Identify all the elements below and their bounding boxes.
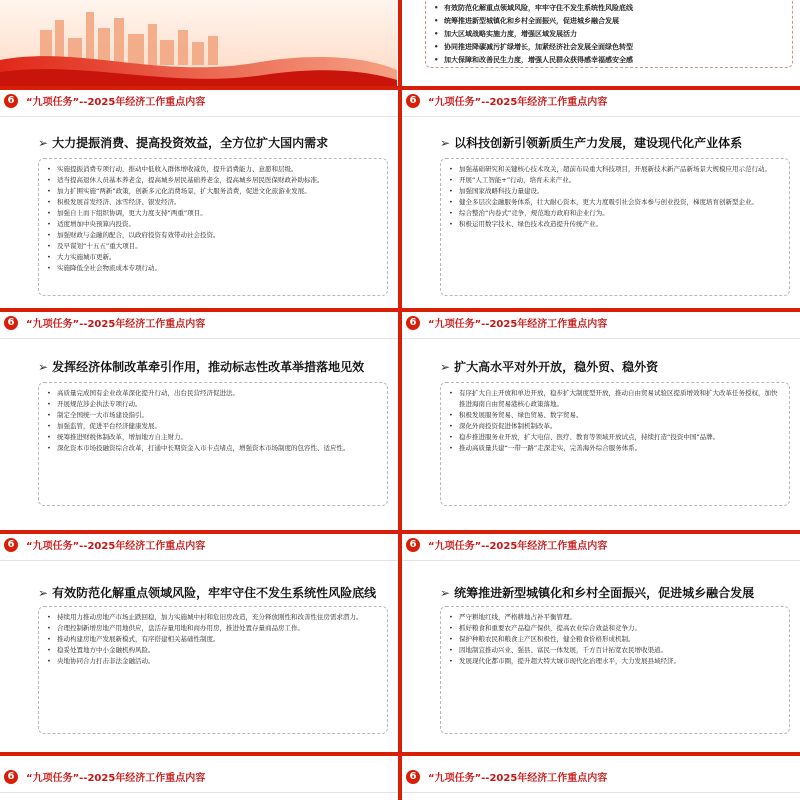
header-underline: [0, 792, 398, 793]
panel-title: [440, 134, 742, 151]
arrow-icon: ➢: [38, 136, 49, 150]
list-item: • 统筹推进财税体制改革，增加地方自主财力。: [47, 432, 379, 443]
section-number: 6: [4, 94, 18, 108]
panel-header: [0, 534, 398, 560]
list-item: • 稳步推进服务业开放，扩大电信、医疗、教育等领域开放试点，持续打造“投资中国”品牌。: [449, 432, 781, 443]
header-title: “九项任务”--2025年经济工作重点内容: [26, 773, 206, 784]
summary-item: • 协同推进降碳减污扩绿增长，加紧经济社会发展全面绿色转型: [434, 41, 784, 54]
panel-title-text: 发挥经济体制改革牵引作用，推动标志性改革举措落地见效: [52, 360, 365, 374]
panel-header: [402, 312, 800, 338]
summary-item: • 加大保障和改善民生力度，增强人民群众获得感幸福感安全感: [434, 54, 784, 67]
panel-title-text: 大力提振消费、提高投资效益，全方位扩大国内需求: [52, 136, 329, 150]
header-title: “九项任务”--2025年经济工作重点内容: [26, 319, 206, 330]
arrow-icon: ➢: [38, 360, 49, 374]
list-item: • 合理控制新增房地产用地供应，盘活存量用地和商办用房，推进处置存量商品房工作。: [47, 623, 379, 634]
arrow-icon: ➢: [440, 360, 451, 374]
section-number: 6: [4, 538, 18, 552]
panel-bottom-right-partial: [402, 756, 800, 800]
list-item: • 推动构建房地产发展新模式，有序搭建相关基础性制度。: [47, 634, 379, 645]
section-number: 6: [4, 316, 18, 330]
list-item: • 积极发展服务贸易、绿色贸易、数字贸易。: [449, 410, 781, 421]
section-number: 6: [4, 770, 18, 784]
panel-title-text: 统筹推进新型城镇化和乡村全面振兴，促进城乡融合发展: [454, 586, 755, 600]
list-item: • 发展现代化都市圈，提升超大特大城市现代化治理水平，大力发展县域经济。: [449, 656, 781, 667]
section-number: 6: [406, 770, 420, 784]
list-item: • 综合整治“内卷式”竞争，规范地方政府和企业行为。: [449, 208, 781, 219]
header-title: “九项任务”--2025年经济工作重点内容: [26, 97, 206, 108]
list-item: • 大力实施城市更新。: [47, 252, 379, 263]
list-item: • 加强财政与金融的配合，以政府投资有效带动社会投资。: [47, 230, 379, 241]
list-item: • 适当提高退休人员基本养老金，提高城乡居民基础养老金，提高城乡居民医保财政补助标准。: [47, 175, 379, 186]
list-item: • 及早谋划“十五五”重大项目。: [47, 241, 379, 252]
list-item: • 加力扩围实施“两新”政策，创新多元化消费场景，扩大服务消费，促进文化旅游业发展。: [47, 186, 379, 197]
content-box: [38, 382, 388, 506]
item-list: [449, 164, 781, 230]
panel-urbanization: [402, 534, 800, 752]
panel-consumption: [0, 90, 398, 308]
list-item: • 加强基础研究和关键核心技术攻关，超前布局重大科技项目，开展新技术新产品新场景大规模应用示范行动。: [449, 164, 781, 175]
list-item: • 积极发展首发经济、冰雪经济、银发经济。: [47, 197, 379, 208]
item-list: [449, 612, 781, 667]
panel-opening-up: [402, 312, 800, 530]
header-underline: [0, 338, 398, 339]
list-item: • 持续用力推动房地产市场止跌回稳，加力实施城中村和危旧房改造，充分释放刚性和改善性住房需求潜力。: [47, 612, 379, 623]
list-item: • 深化资本市场投融资综合改革，打通中长期资金入市卡点堵点，增强资本市场制度的包容性、适应性。: [47, 443, 379, 454]
arrow-icon: ➢: [440, 586, 451, 600]
panel-title: [38, 358, 364, 375]
content-box: [440, 606, 790, 734]
header-title: “九项任务”--2025年经济工作重点内容: [428, 773, 608, 784]
list-item: • 有序扩大自主开放和单边开放，稳步扩大制度型开放，推动自由贸易试验区提质增效和扩大改革任务授权，加快推进海南自由贸易港核心政策落地。: [449, 388, 781, 410]
item-list: [47, 612, 379, 667]
panel-header: [0, 90, 398, 116]
header-underline: [402, 338, 800, 339]
item-list: [449, 388, 781, 454]
panel-title: [440, 358, 658, 375]
list-item: • 积极运用数字技术、绿色技术改造提升传统产业。: [449, 219, 781, 230]
panel-tech-innovation: [402, 90, 800, 308]
summary-item: • 加大区域战略实施力度，增强区域发展活力: [434, 28, 784, 41]
list-item: • 加强国家战略科技力量建设。: [449, 186, 781, 197]
panel-title: [38, 584, 376, 601]
item-list: [47, 388, 379, 454]
panel-title: [38, 134, 328, 151]
list-item: • 因地制宜推动兴业、强县、富民一体发展，千方百计拓宽农民增收渠道。: [449, 645, 781, 656]
header-underline: [402, 560, 800, 561]
list-item: • 加强自上而下组织协调，更大力度支持“两重”项目。: [47, 208, 379, 219]
content-box: [38, 158, 388, 296]
list-item: • 制定全国统一大市场建设指引。: [47, 410, 379, 421]
panel-title-text: 有效防范化解重点领域风险，牢牢守住不发生系统性风险底线: [52, 586, 377, 600]
panel-bottom-left-partial: [0, 756, 398, 800]
panel-header: [402, 90, 800, 116]
section-number: 6: [406, 94, 420, 108]
panel-header: [0, 312, 398, 338]
top-left-banner: [0, 0, 397, 86]
list-item: • 开展“人工智能+”行动，培育未来产业。: [449, 175, 781, 186]
panel-title-text: 以科技创新引领新质生产力发展，建设现代化产业体系: [454, 136, 743, 150]
list-item: • 央地协同合力打击非法金融活动。: [47, 656, 379, 667]
section-number: 6: [406, 538, 420, 552]
header-title: “九项任务”--2025年经济工作重点内容: [26, 541, 206, 552]
list-item: • 严守耕地红线，严格耕地占补平衡管理。: [449, 612, 781, 623]
list-item: • 实施提振消费专项行动，推动中低收入群体增收减负，提升消费能力、意愿和层级。: [47, 164, 379, 175]
arrow-icon: ➢: [440, 136, 451, 150]
summary-list: [434, 2, 784, 67]
list-item: • 适度增加中央预算内投资。: [47, 219, 379, 230]
list-item: • 深化外商投资促进体制机制改革。: [449, 421, 781, 432]
header-title: “九项任务”--2025年经济工作重点内容: [428, 97, 608, 108]
header-underline: [0, 560, 398, 561]
content-box: [440, 382, 790, 506]
arrow-icon: ➢: [38, 586, 49, 600]
top-right-summary: [403, 0, 800, 86]
panel-title: [440, 584, 754, 601]
list-item: • 健全多层次金融服务体系，壮大耐心资本，更大力度吸引社会资本参与创业投资，梯度培育创新型企业。: [449, 197, 781, 208]
item-list: [47, 164, 379, 274]
summary-box: [425, 0, 793, 68]
panel-risk: [0, 534, 398, 752]
list-item: • 稳妥处置地方中小金融机构风险。: [47, 645, 379, 656]
list-item: • 加强监管，促进平台经济健康发展。: [47, 421, 379, 432]
list-item: • 开展规范涉企执法专项行动。: [47, 399, 379, 410]
list-item: • 实施降低全社会物流成本专项行动。: [47, 263, 379, 274]
list-item: • 推动高质量共建“一带一路”走深走实，完善海外综合服务体系。: [449, 443, 781, 454]
panel-header: [0, 766, 398, 792]
panel-reform: [0, 312, 398, 530]
summary-item: • 统筹推进新型城镇化和乡村全面振兴，促进城乡融合发展: [434, 15, 784, 28]
content-box: [38, 606, 388, 734]
city-skyline-illustration: [0, 0, 397, 86]
list-item: • 高质量完成国有企业改革深化提升行动，出台民营经济促进法。: [47, 388, 379, 399]
panel-title-text: 扩大高水平对外开放，稳外贸、稳外资: [454, 360, 659, 374]
header-underline: [402, 792, 800, 793]
header-underline: [402, 116, 800, 117]
header-title: “九项任务”--2025年经济工作重点内容: [428, 319, 608, 330]
panel-header: [402, 534, 800, 560]
content-box: [440, 158, 790, 296]
panel-header: [402, 766, 800, 792]
header-title: “九项任务”--2025年经济工作重点内容: [428, 541, 608, 552]
section-number: 6: [406, 316, 420, 330]
list-item: • 抓好粮食和重要农产品稳产保供，提高农业综合效益和竞争力。: [449, 623, 781, 634]
list-item: • 保护种粮农民和粮食主产区积极性，健全粮食价格形成机制。: [449, 634, 781, 645]
summary-item: • 有效防范化解重点领域风险，牢牢守住不发生系统性风险底线: [434, 2, 784, 15]
header-underline: [0, 116, 398, 117]
